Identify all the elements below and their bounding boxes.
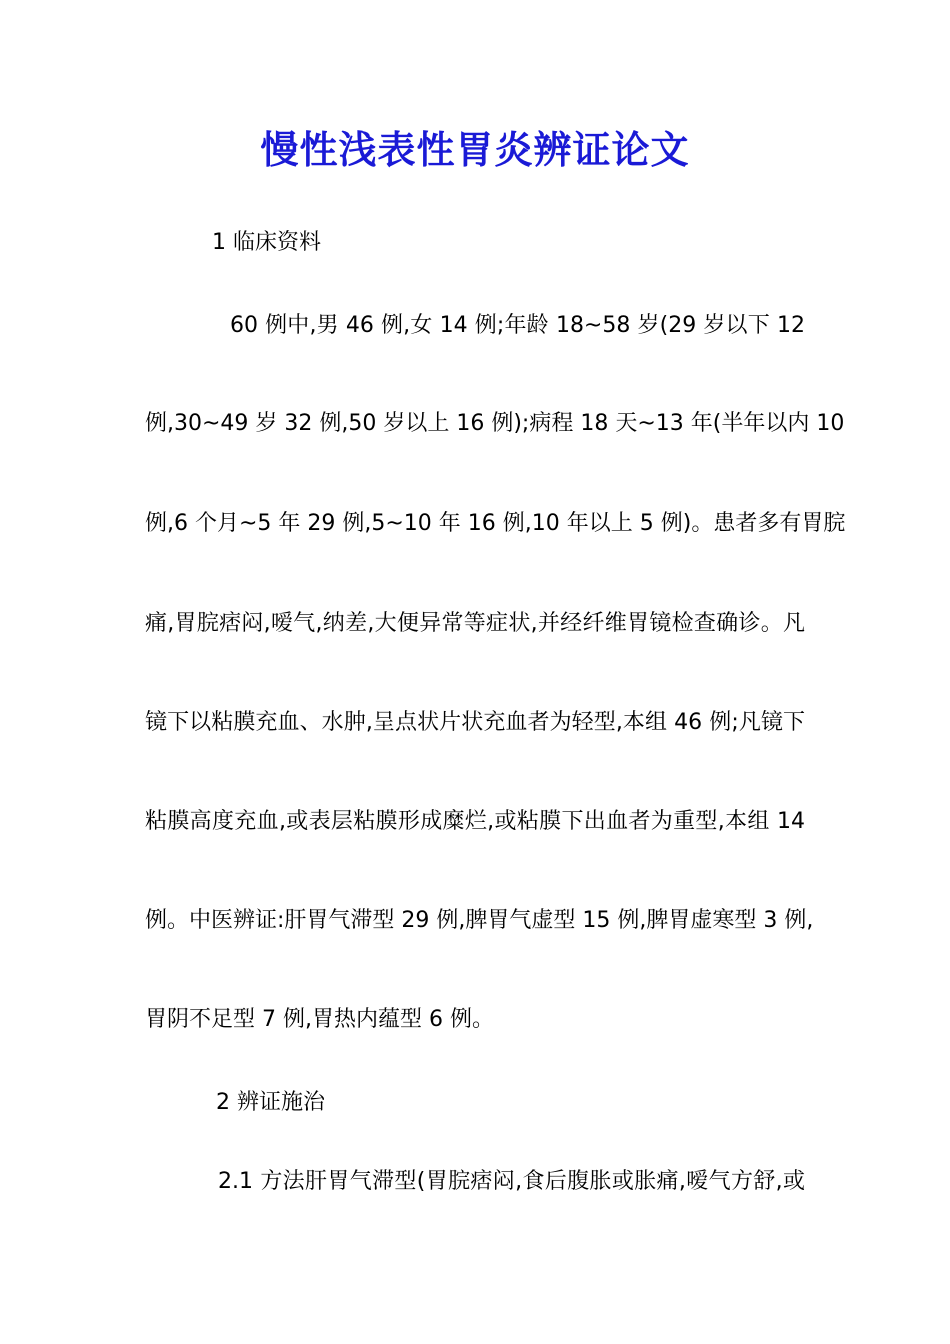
paragraph-line: 例,6 个月~5 年 29 例,5~10 年 16 例,10 年以上 5 例)。患者多有胃脘 [145,511,846,536]
section-heading-treatment: 2 辨证施治 [216,1090,325,1115]
paragraph-line: 胃阴不足型 7 例,胃热内蕴型 6 例。 [145,1007,494,1032]
paragraph-line: 2.1 方法肝胃气滞型(胃脘痞闷,食后腹胀或胀痛,嗳气方舒,或 [218,1169,805,1194]
paragraph-line: 例。中医辨证:肝胃气滞型 29 例,脾胃气虚型 15 例,脾胃虚寒型 3 例, [145,908,814,933]
paragraph-line: 镜下以粘膜充血、水肿,呈点状片状充血者为轻型,本组 46 例;凡镜下 [145,710,805,735]
paragraph-line: 痛,胃脘痞闷,嗳气,纳差,大便异常等症状,并经纤维胃镜检查确诊。凡 [145,611,805,636]
document-title: 慢性浅表性胃炎辨证论文 [260,127,690,172]
paragraph-line: 粘膜高度充血,或表层粘膜形成糜烂,或粘膜下出血者为重型,本组 14 [145,809,805,834]
paragraph-line: 例,30~49 岁 32 例,50 岁以上 16 例);病程 18 天~13 年(半年以内 10 [145,411,845,436]
paragraph-line: 60 例中,男 46 例,女 14 例;年龄 18~58 岁(29 岁以下 12 [230,313,805,338]
section-heading-clinical-data: 1 临床资料 [212,230,321,255]
